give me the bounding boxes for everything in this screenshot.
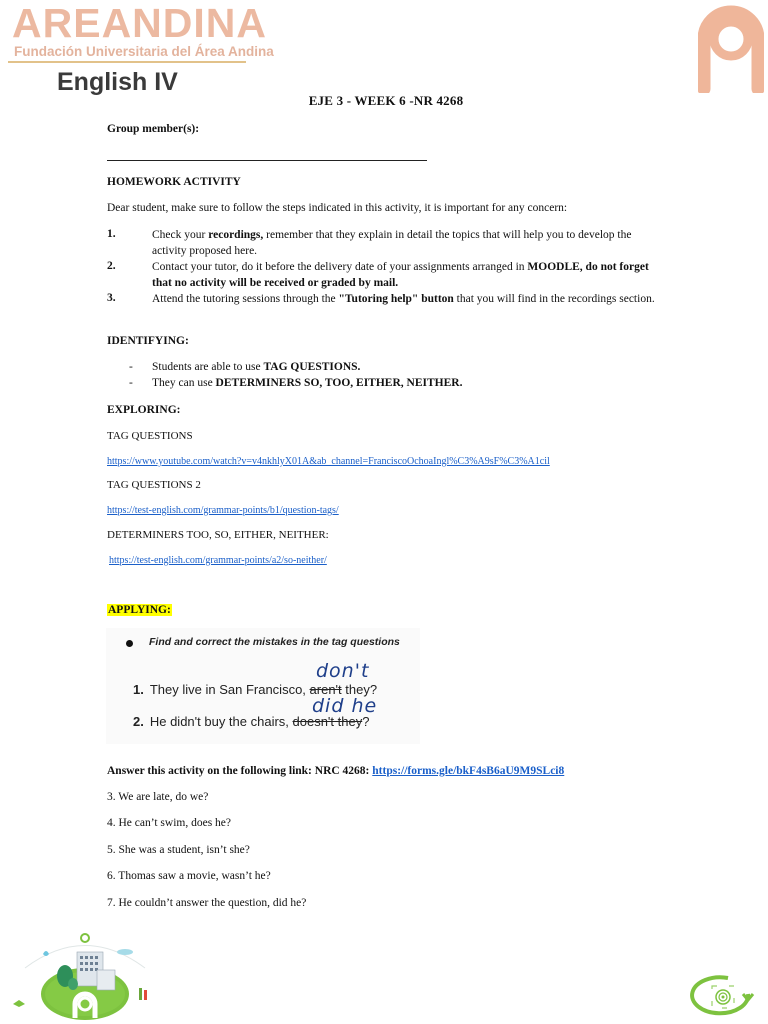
exploring-heading: EXPLORING: [107,404,181,416]
answer-prefix: Answer this activity on the following link: NRC 4268: [107,765,373,777]
resource-link-wrapper [107,503,339,518]
brand-subtitle: Fundación Universitaria del Área Andina [14,44,274,59]
question-item: 4. He can’t swim, does he? [107,817,232,829]
areandina-a-logo-icon [698,3,764,93]
step-bold: MOODLE, do not forget that no activity will be received or graded by mail. [152,261,649,289]
identifying-bold: TAG QUESTIONS. [263,361,361,373]
group-members-label: Group member(s): [107,123,200,135]
bullet-dash: - [129,361,133,373]
step-text: Contact your tutor, do it before the delivery date of your assignments arranged in [152,261,528,273]
question-item: 3. We are late, do we? [107,791,209,803]
intro-text: Dear student, make sure to follow the steps indicated in this activity, it is important for any concern: [107,202,568,214]
step-bold: "Tutoring help" button [338,293,454,305]
document-title-text: EJE 3 - WEEK 6 -NR 4268 [308,93,464,108]
applying-heading [107,603,172,617]
sustainable-campus-illustration-icon [5,928,165,1020]
example-text: They live in San Francisco, [149,682,310,697]
example-num: 1. [133,682,144,697]
resource-link-wrapper [107,454,550,469]
question-item: 7. He couldn’t answer the question, did he? [107,897,307,909]
identifying-bold: DETERMINERS SO, TOO, EITHER, NEITHER. [215,377,463,389]
group-members-line [107,160,427,161]
question-item: 5. She was a student, isn’t she? [107,844,250,856]
answer-line [107,764,564,778]
identifying-item [152,361,360,373]
handwritten-correction: don't [316,660,370,682]
step-text: that you will find in the recordings section. [453,293,655,305]
step-number: 1. [107,228,116,240]
example-text: He didn't buy the chairs, [149,714,293,729]
handwritten-correction: did he [312,695,378,717]
identifying-text: They can use [152,377,216,389]
resource-label: TAG QUESTIONS [107,430,193,442]
question-tags-link[interactable]: https://test-english.com/grammar-points/b1/question-tags/ [107,505,339,516]
step-1-text [152,228,662,259]
step-number: 3. [107,292,116,304]
example-text: ? [362,714,370,729]
step-text: remember that they explain in detail the topics that will help you to develop the activity proposed here. [152,229,632,257]
identifying-heading: IDENTIFYING: [107,335,189,347]
question-item: 6. Thomas saw a movie, wasn’t he? [107,870,271,882]
resource-link-wrapper [109,553,327,568]
struck-text: doesn't they [292,714,363,729]
fingerprint-cycle-icon [688,972,758,1022]
step-text: Attend the tutoring sessions through the [152,293,339,305]
bullet-icon [126,640,133,647]
youtube-link[interactable]: https://www.youtube.com/watch?v=v4nkhlyX01A&ab_channel=FranciscoOchoaIngl%C3%A9sF%C3%A1cil [107,456,550,467]
step-bold: recordings, [208,229,264,241]
resource-label: TAG QUESTIONS 2 [107,479,201,491]
applying-heading-highlight: APPLYING: [108,604,171,616]
step-2-text [152,260,662,291]
answer-form-link[interactable]: https://forms.gle/bkF4sB6aU9M9SLci8 [372,765,565,777]
step-3-text [152,292,662,308]
identifying-item [152,377,462,389]
brand-logo-text: AREANDINA [12,0,267,46]
example-instruction: Find and correct the mistakes in the tag questions [149,636,400,648]
example-num: 2. [133,714,144,729]
identifying-text: Students are able to use [152,361,264,373]
brand-divider [8,61,246,63]
so-neither-link[interactable]: https://test-english.com/grammar-points/a2/so-neither/ [109,555,327,566]
step-text: Check your [152,229,209,241]
bullet-dash: - [129,377,133,389]
example-item [133,714,369,729]
resource-label: DETERMINERS TOO, SO, EITHER, NEITHER: [107,529,329,541]
step-number: 2. [107,260,116,272]
example-text: they? [341,682,378,697]
document-title [0,93,768,109]
course-title: English IV [57,68,178,96]
struck-text: aren't [309,682,342,697]
homework-heading: HOMEWORK ACTIVITY [107,176,241,188]
